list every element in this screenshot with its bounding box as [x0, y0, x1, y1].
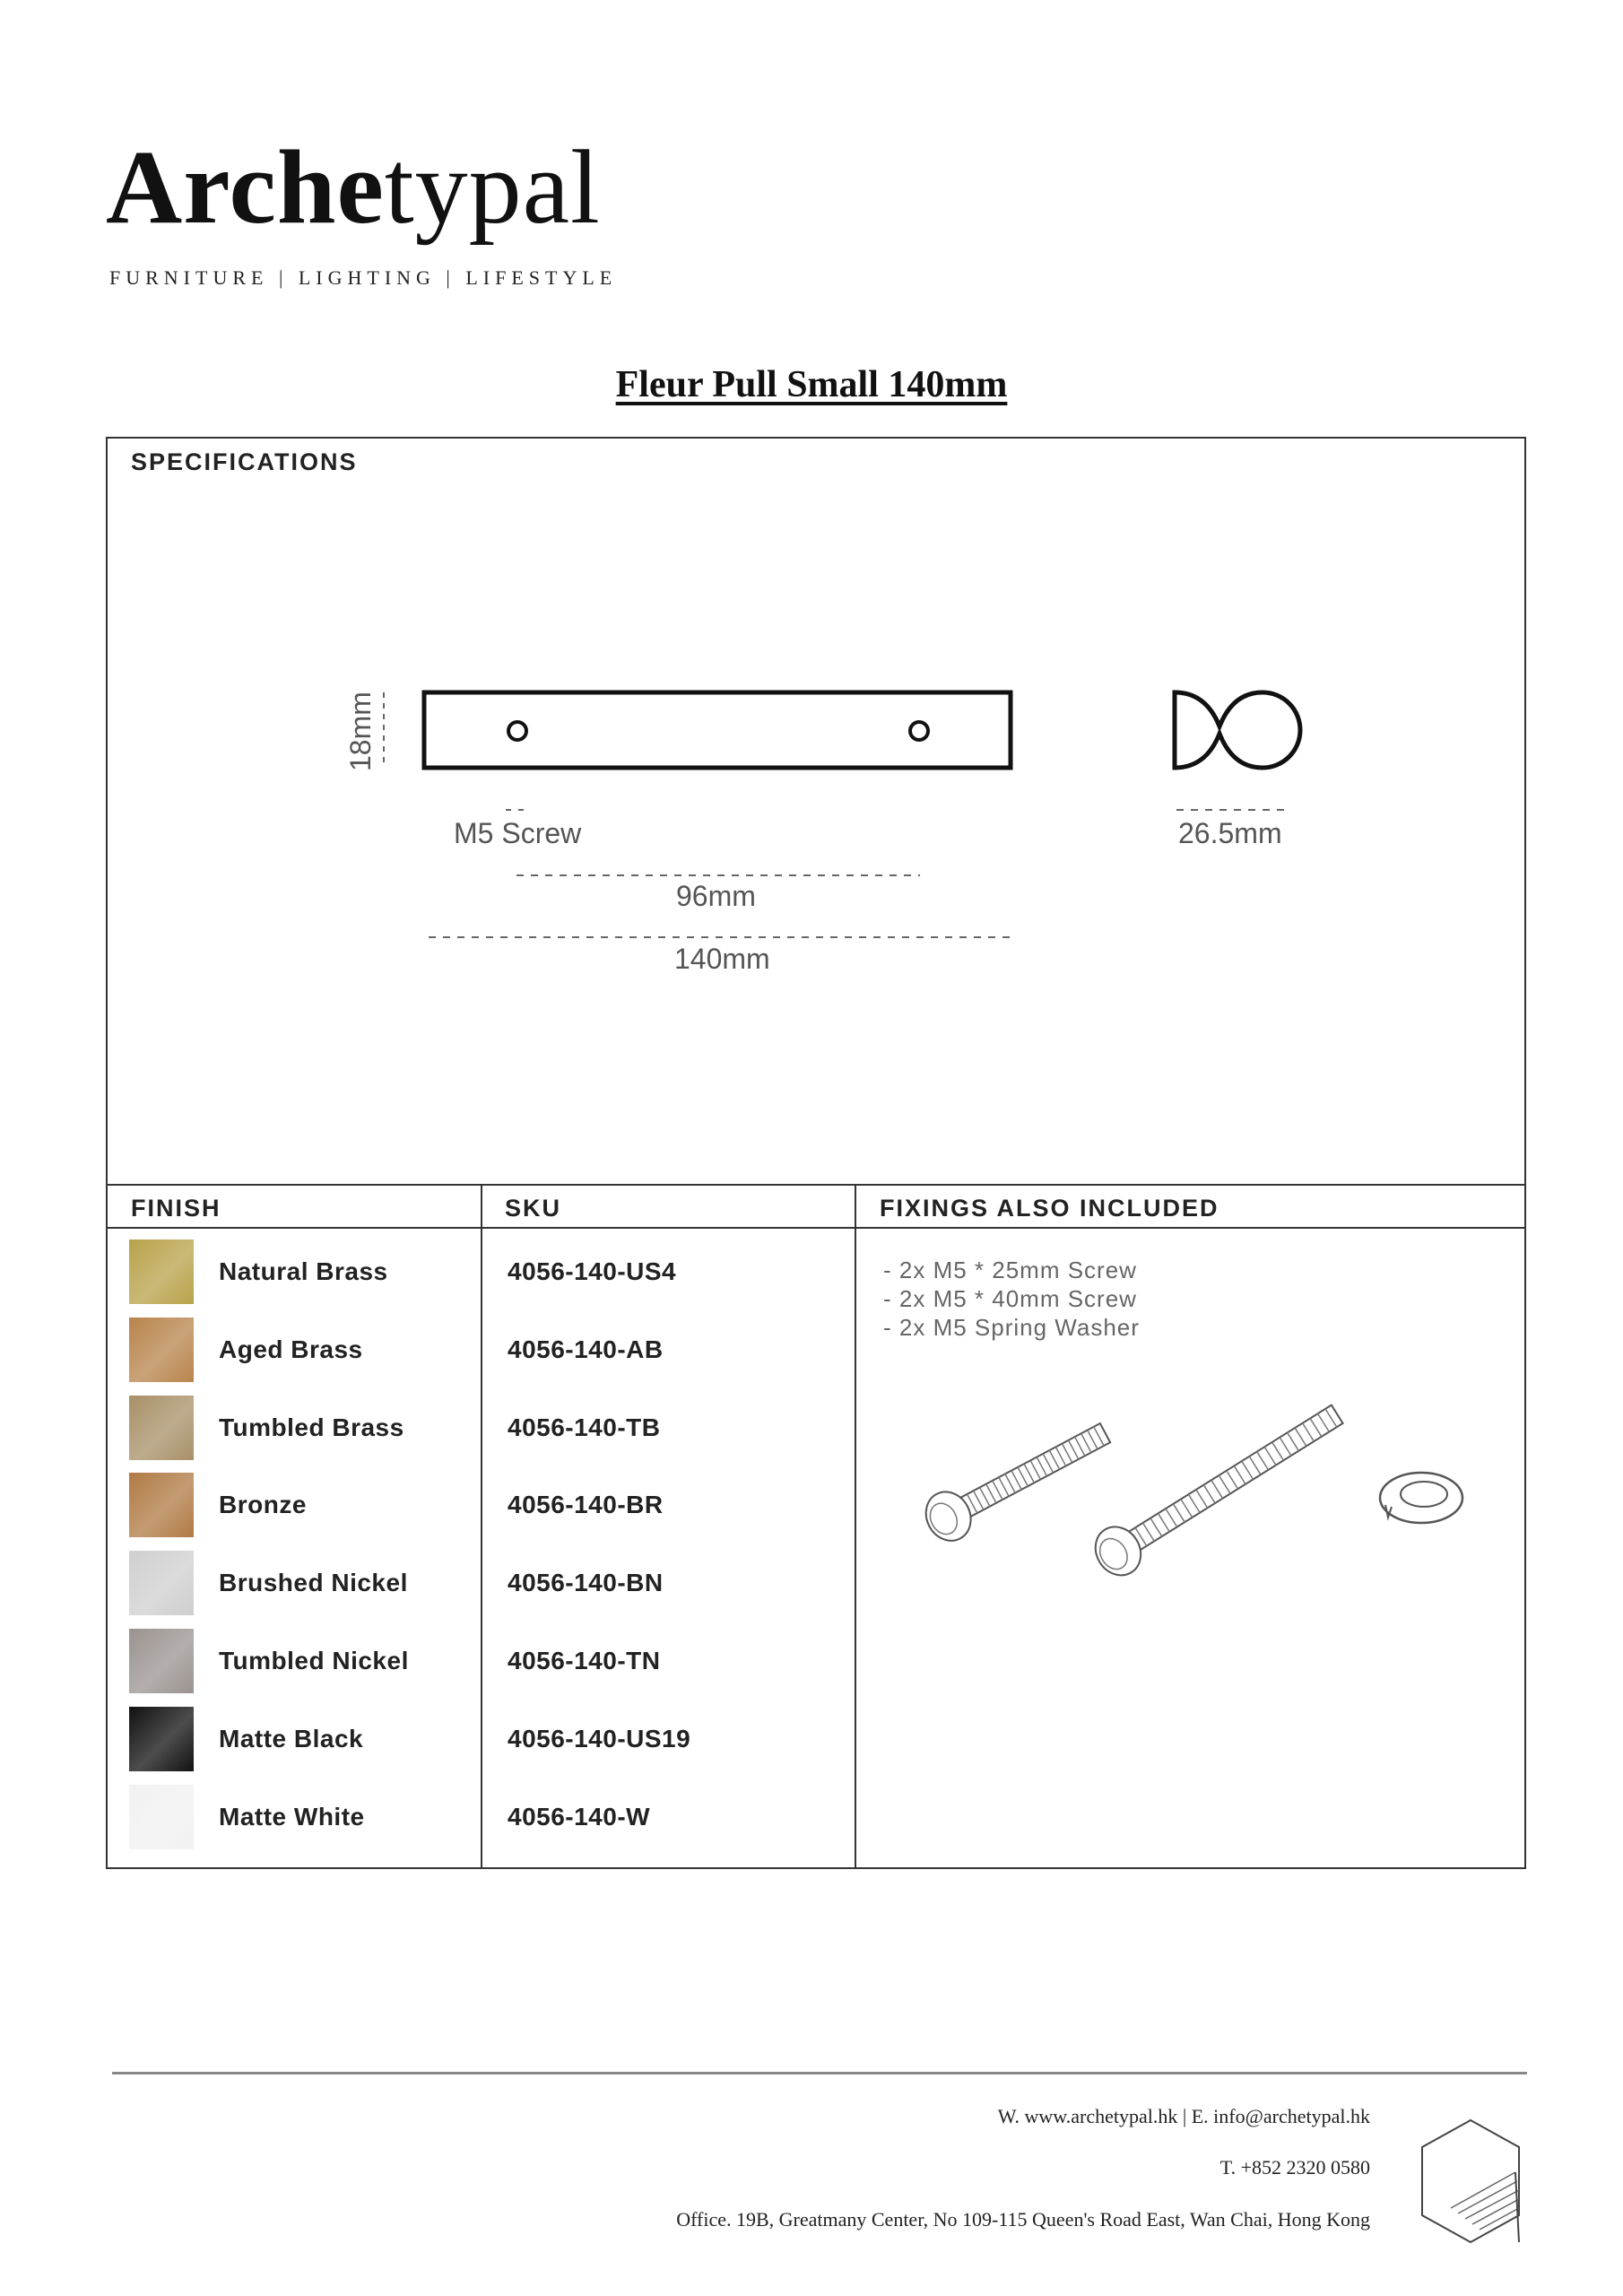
screw-dimension-label: M5 Screw [454, 817, 582, 849]
finish-name: Tumbled Nickel [219, 1647, 409, 1674]
finish-swatch [129, 1318, 194, 1382]
fixing-item: - 2x M5 * 25mm Screw [883, 1257, 1137, 1283]
table-top-divider [106, 1184, 1526, 1186]
fixings-illustration [897, 1399, 1488, 1605]
finish-name: Matte White [219, 1802, 365, 1831]
sku-value: 4056-140-BN [508, 1569, 664, 1597]
specifications-heading: SPECIFICATIONS [131, 448, 358, 475]
fixing-item: - 2x M5 Spring Washer [883, 1314, 1140, 1341]
fixing-item: - 2x M5 * 40mm Screw [883, 1285, 1137, 1312]
logo-light-text: typal [384, 128, 601, 246]
footer-office-address: Office. 19B, Greatmany Center, No 109-115 Queen's Road East, Wan Chai, Hong Kong [676, 2208, 1370, 2231]
column-divider-1 [481, 1184, 482, 1869]
handle-side-profile [1175, 692, 1300, 768]
height-dimension-label: 18mm [344, 691, 377, 771]
dimension-drawing [0, 0, 1623, 1076]
finish-header: FINISH [131, 1195, 221, 1222]
sku-value: 4056-140-TN [508, 1647, 661, 1674]
length-dimension-label: 140mm [674, 943, 770, 975]
sku-value: 4056-140-TB [508, 1413, 661, 1441]
finish-swatch [129, 1396, 194, 1460]
footer-web-email: W. www.archetypal.hk | E. info@archetypal.hk [997, 2105, 1370, 2127]
finish-swatch [129, 1785, 194, 1849]
fixings-header: FIXINGS ALSO INCLUDED [880, 1195, 1219, 1222]
finish-name: Bronze [219, 1491, 307, 1519]
depth-dimension-label: 26.5mm [1178, 817, 1282, 849]
brand-tagline: FURNITURE | LIGHTING | LIFESTYLE [109, 266, 618, 289]
footer-hexagon-logo-icon [1415, 2117, 1532, 2251]
handle-front-view [424, 692, 1011, 768]
sku-value: 4056-140-BR [508, 1491, 664, 1519]
finish-swatch [129, 1551, 194, 1615]
sku-header: SKU [505, 1195, 562, 1222]
finish-name: Aged Brass [219, 1335, 363, 1363]
finish-name: Natural Brass [219, 1257, 388, 1285]
column-divider-2 [855, 1184, 856, 1869]
screw-hole-left [508, 722, 526, 740]
finish-name: Matte Black [219, 1724, 364, 1752]
sku-value: 4056-140-US4 [508, 1257, 677, 1285]
logo-bold-text: Arche [106, 128, 385, 246]
sku-value: 4056-140-AB [508, 1335, 664, 1363]
footer-divider [112, 2072, 1527, 2074]
sku-value: 4056-140-US19 [508, 1724, 691, 1752]
sku-value: 4056-140-W [508, 1802, 651, 1831]
footer-phone: T. +852 2320 0580 [1219, 2156, 1370, 2179]
table-header-divider [106, 1227, 1526, 1229]
finish-swatch [129, 1707, 194, 1771]
centers-dimension-label: 96mm [676, 880, 756, 912]
finish-swatch [129, 1473, 194, 1537]
finish-swatch [129, 1629, 194, 1693]
page-title: Fleur Pull Small 140mm [615, 364, 1008, 405]
finish-name: Brushed Nickel [219, 1569, 408, 1597]
screw-25mm-icon [917, 1411, 1116, 1549]
finish-swatch [129, 1239, 194, 1304]
screw-40mm-icon [1087, 1399, 1350, 1584]
screw-hole-right [910, 722, 928, 740]
spring-washer-icon [1380, 1473, 1462, 1523]
finish-name: Tumbled Brass [219, 1413, 404, 1441]
fixings-list [883, 1256, 1140, 1342]
